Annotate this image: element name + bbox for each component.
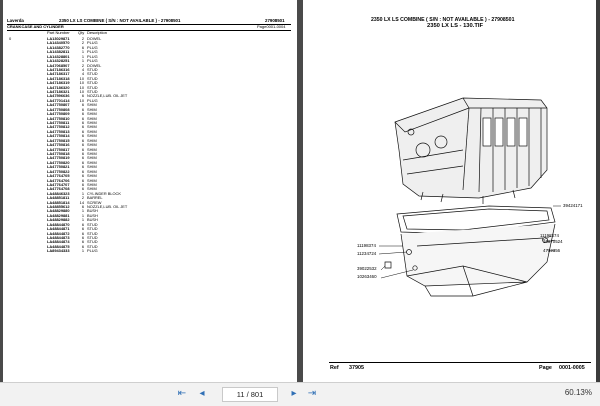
doc-code: 27908501	[265, 18, 285, 23]
vertical-scrollbar[interactable]	[596, 0, 600, 382]
part-qty: 2	[81, 62, 84, 68]
part-number: LA14382811	[47, 49, 70, 55]
part-description: SHIM	[87, 137, 97, 143]
group-title: CRANKCASE AND CYLINDER	[7, 24, 64, 29]
part-description: PLUG	[87, 58, 98, 64]
part-number: LA48844870	[47, 221, 70, 227]
part-qty: 14	[79, 199, 84, 205]
part-description: STUD	[87, 84, 98, 90]
part-description: SHIM	[87, 164, 97, 170]
part-description: STUD	[87, 234, 98, 240]
part-description: STUD	[87, 239, 98, 245]
part-description: NOZZLE,LUB. OIL JET	[87, 204, 128, 210]
part-qty: 6	[81, 120, 84, 126]
part-qty: 2	[81, 36, 84, 41]
part-description: SHIM	[87, 111, 97, 117]
col-qty: Qty	[78, 30, 85, 35]
callout-11234724: 11234724	[357, 251, 377, 256]
part-qty: 1	[81, 58, 84, 64]
part-qty: 6	[81, 181, 84, 187]
callout-39424171: 39424171	[563, 203, 583, 208]
part-qty: 1	[81, 190, 84, 196]
part-number: LA14382770	[47, 44, 70, 50]
part-number: LA47750808	[47, 106, 70, 112]
part-qty: 6	[81, 102, 84, 108]
part-description: BUSH	[87, 212, 98, 218]
part-description: SHIM	[87, 102, 97, 108]
part-number: LA47186316	[47, 66, 70, 72]
part-number: LA89434333	[47, 248, 70, 254]
footer-page-label: Page	[539, 365, 552, 371]
part-number: LA48844875	[47, 243, 70, 249]
ref-number: 0	[9, 36, 12, 41]
part-number: LA47750814	[47, 133, 70, 139]
part-qty: 6	[81, 150, 84, 156]
part-description: SCREW	[87, 199, 102, 205]
part-number: LA47750812	[47, 124, 70, 130]
part-number: LA47750818	[47, 150, 70, 156]
part-description: STUD	[87, 89, 98, 95]
part-qty: 6	[81, 234, 84, 240]
page-right	[303, 0, 597, 382]
part-number: LA48855612	[47, 204, 70, 210]
brand-label: Laverda	[7, 18, 24, 23]
part-number: LA48851811	[47, 195, 70, 201]
part-description: SHIM	[87, 115, 97, 121]
part-description: STUD	[87, 230, 98, 236]
part-qty: 6	[81, 44, 84, 50]
part-number: LA48844871	[47, 226, 70, 232]
part-number: LA47750821	[47, 164, 70, 170]
part-qty: 6	[81, 128, 84, 134]
part-description: SHIM	[87, 146, 97, 152]
callout-10870524: 10870524	[543, 239, 563, 244]
part-qty: 6	[81, 239, 84, 245]
part-qty: 1	[81, 217, 84, 223]
part-number: LA14328251	[47, 58, 70, 64]
part-description: SHIM	[87, 124, 97, 130]
part-qty: 6	[81, 204, 84, 210]
part-number: LA47764706	[47, 177, 70, 183]
next-page-icon[interactable]: ▸	[291, 388, 297, 399]
part-description: PLUG	[87, 97, 98, 103]
part-number: LA47750817	[47, 146, 70, 152]
part-qty: 1	[81, 208, 84, 214]
part-number: LA47068507	[47, 62, 70, 68]
part-number: LA48829880	[47, 208, 70, 214]
part-qty: 6	[81, 137, 84, 143]
part-qty: 6	[81, 186, 84, 192]
part-number: LA47750813	[47, 128, 70, 134]
part-number: LA47750815	[47, 137, 70, 143]
part-qty: 10	[79, 97, 84, 103]
part-description: SHIM	[87, 150, 97, 156]
part-description: PLUG	[87, 248, 98, 254]
last-page-icon[interactable]: ⇥	[307, 388, 317, 399]
part-qty: 6	[81, 177, 84, 183]
part-number: LA48829882	[47, 217, 70, 223]
part-description: STUD	[87, 75, 98, 81]
part-number: LA47750822	[47, 168, 70, 174]
first-page-icon[interactable]: ⇤	[177, 388, 187, 399]
part-description: BUSH	[87, 217, 98, 223]
part-qty: 6	[81, 146, 84, 152]
part-number: LA48846323	[47, 190, 70, 196]
part-number: LA48829881	[47, 212, 70, 218]
part-number: LA47186318	[47, 75, 70, 81]
part-number: LA48851814	[47, 199, 70, 205]
part-description: SHIM	[87, 181, 97, 187]
diagram-subtitle: 2350 LX LS - 130.TIF	[427, 23, 484, 29]
diagram-title: 2350 LX LS COMBINE ( S/N : NOT AVAILABLE ) - 27908501	[371, 17, 515, 23]
part-number: LA47750816	[47, 142, 70, 148]
part-qty: 6	[81, 106, 84, 112]
part-qty: 6	[81, 159, 84, 165]
part-description: PLUG	[87, 44, 98, 50]
part-qty: 6	[81, 155, 84, 161]
part-qty: 6	[81, 173, 84, 179]
part-qty: 1	[81, 53, 84, 59]
part-number: LA47750819	[47, 155, 70, 161]
part-qty: 6	[81, 93, 84, 99]
col-description: Description	[87, 30, 108, 35]
part-number: LA48844874	[47, 239, 70, 245]
viewer-toolbar	[0, 382, 600, 406]
cylinder-block-illustration	[385, 98, 555, 296]
part-description: CYLINDER BLOCK	[87, 190, 121, 196]
part-number: LA48844872	[47, 230, 70, 236]
part-number: LA13029871	[47, 36, 70, 41]
part-description: STUD	[87, 226, 98, 232]
callout-4732356: 4732356	[543, 248, 561, 253]
part-description: STUD	[87, 66, 98, 72]
part-number: LA47186320	[47, 84, 70, 90]
part-qty: 4	[81, 71, 84, 77]
part-number: LA47186319	[47, 80, 70, 86]
part-description: STUD	[87, 243, 98, 249]
engine-block-drawing	[303, 0, 597, 382]
part-qty: 6	[81, 124, 84, 130]
part-qty: 6	[81, 142, 84, 148]
part-number: LA47764705	[47, 173, 70, 179]
page-left	[3, 0, 297, 382]
part-number: LA14328801	[47, 53, 70, 59]
part-qty: 10	[79, 75, 84, 81]
col-part-number: Part Number	[47, 30, 70, 35]
part-qty: 1	[81, 212, 84, 218]
part-description: SHIM	[87, 173, 97, 179]
part-description: SHIM	[87, 120, 97, 126]
part-number: LA48844873	[47, 234, 70, 240]
part-description: SHIM	[87, 128, 97, 134]
part-description: PLUG	[87, 40, 98, 46]
part-number: LA47764707	[47, 181, 70, 187]
part-qty: 6	[81, 111, 84, 117]
part-qty: 6	[81, 168, 84, 174]
part-description: SHIM	[87, 142, 97, 148]
part-qty: 10	[79, 80, 84, 86]
model-title: 2350 LX LS COMBINE ( S/N : NOT AVAILABLE ) - 27908501	[59, 18, 181, 23]
part-number: LA47750807	[47, 102, 70, 108]
callout-11198374-right: 11198374	[540, 233, 559, 238]
part-number: LA47701414	[47, 97, 70, 103]
part-description: SHIM	[87, 168, 97, 174]
part-qty: 6	[81, 226, 84, 232]
part-qty: 6	[81, 133, 84, 139]
part-description: STUD	[87, 80, 98, 86]
part-number: LA47750811	[47, 120, 70, 126]
prev-page-icon[interactable]: ◂	[199, 388, 205, 399]
part-description: SHIM	[87, 159, 97, 165]
part-description: SHIM	[87, 133, 97, 139]
part-description: BARREL	[87, 195, 103, 201]
part-description: NOZZLE,LUB. OIL JET	[87, 93, 128, 99]
part-qty: 6	[81, 243, 84, 249]
footer-ref-value: 37905	[349, 365, 364, 371]
part-number: LA47750820	[47, 159, 70, 165]
part-number: LA47596636	[47, 93, 70, 99]
part-description: SHIM	[87, 106, 97, 112]
footer-rule	[329, 362, 591, 363]
part-number: LA47750809	[47, 111, 70, 117]
callout-39022532: 39022532	[357, 266, 377, 271]
part-qty: 2	[81, 195, 84, 201]
part-description: DOWEL	[87, 62, 102, 68]
part-description: BUSH	[87, 208, 98, 214]
callout-11198374-left: 11198374	[357, 243, 376, 248]
part-qty: 6	[81, 164, 84, 170]
part-description: SHIM	[87, 155, 97, 161]
part-number: LA14340570	[47, 40, 70, 46]
footer-page-value: 0001-0005	[559, 365, 585, 371]
part-number: LA47186317	[47, 71, 70, 77]
part-description: STUD	[87, 71, 98, 77]
page-ref: Page0001-0004	[257, 24, 286, 29]
part-number: LA47750810	[47, 115, 70, 121]
callout-10263460: 10263460	[357, 274, 377, 279]
zoom-level[interactable]: 60.13%	[564, 388, 592, 397]
part-description: SHIM	[87, 177, 97, 183]
part-number: LA47764708	[47, 186, 70, 192]
page-indicator-input[interactable]: 11 / 801	[222, 387, 278, 402]
part-qty: 6	[81, 221, 84, 227]
part-qty: 6	[81, 230, 84, 236]
part-qty: 4	[81, 66, 84, 72]
part-qty: 1	[81, 49, 84, 55]
part-qty: 1	[81, 248, 84, 254]
part-description: PLUG	[87, 53, 98, 59]
part-qty: 10	[79, 84, 84, 90]
part-number: LA47186321	[47, 89, 70, 95]
part-description: DOWEL	[87, 36, 102, 41]
part-description: STUD	[87, 221, 98, 227]
part-qty: 6	[81, 115, 84, 121]
part-qty: 2	[81, 40, 84, 46]
footer-ref-label: Ref	[330, 365, 339, 371]
part-qty: 10	[79, 89, 84, 95]
part-description: SHIM	[87, 186, 97, 192]
part-description: PLUG	[87, 49, 98, 55]
